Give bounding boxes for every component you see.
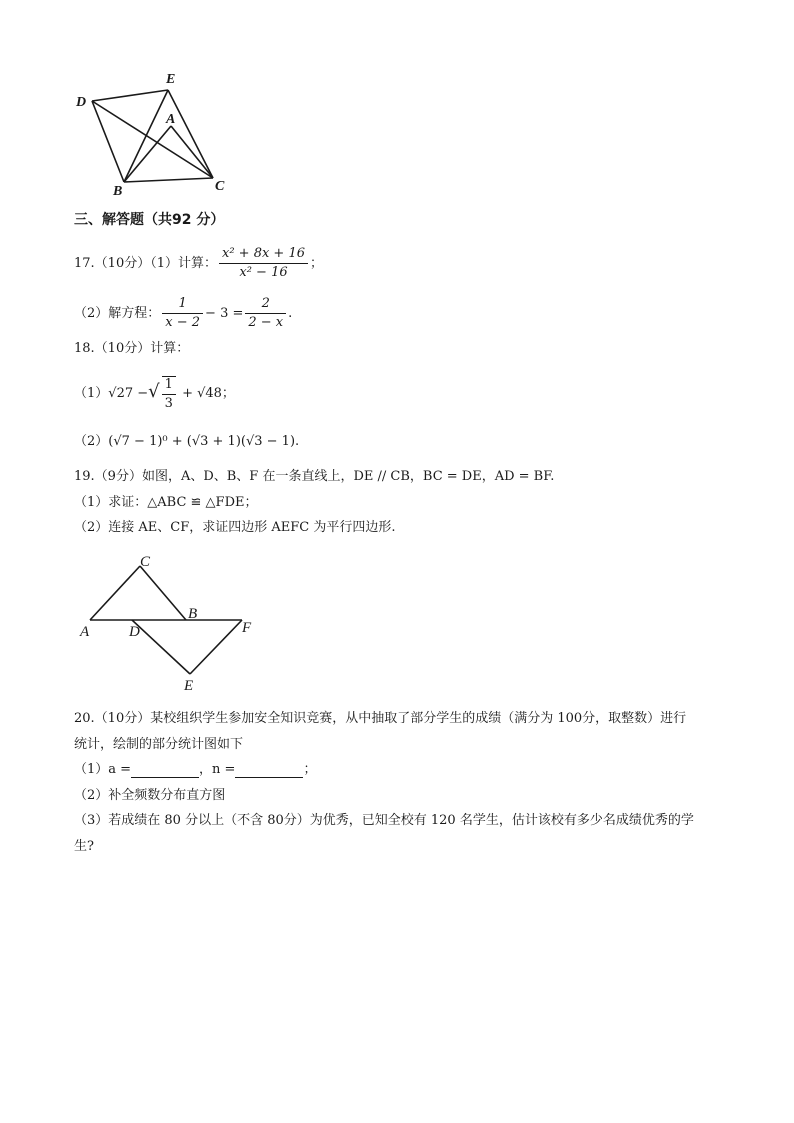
q18-part2-expr: (√7 − 1)⁰ + (√3 + 1)(√3 − 1).: [108, 434, 300, 449]
q19-line3: （2）连接 AE、CF，求证四边形 AEFC 为平行四边形.: [74, 520, 396, 535]
edge-de: [132, 620, 190, 674]
q17-part2-frac2-den: 2 − x: [248, 315, 284, 330]
q17-part2-frac1-den: x − 2: [165, 315, 201, 330]
label-b: B: [113, 184, 123, 198]
q20-a-label: （1）a =: [74, 762, 132, 777]
q18-part1-fraction: [162, 376, 176, 412]
q17-part2-end: .: [288, 306, 293, 321]
diag-be: [124, 90, 168, 182]
label-a: A: [166, 112, 176, 127]
figure-quadrilateral: [70, 66, 240, 198]
q20-line3-end: ；: [303, 762, 317, 777]
q18-part1-sqrt-num: 1: [162, 377, 176, 395]
q18-part1-a: √27: [108, 386, 134, 401]
figure-two-triangles: [72, 548, 272, 694]
q17-part2-frac2-num: 2: [245, 296, 286, 314]
q17-part1-end: ；: [310, 256, 324, 271]
q18-part2: [74, 430, 299, 454]
sqrt-icon: √: [148, 381, 160, 402]
label-c: C: [215, 179, 225, 194]
label-e: E: [166, 72, 176, 87]
q20-line3: [74, 762, 316, 778]
q20-line4: （2）补全频数分布直方图: [74, 788, 226, 803]
answer-blank-a[interactable]: [131, 765, 199, 778]
edge-ef: [190, 620, 242, 674]
q18-part1-sqrt-den: 3: [164, 395, 173, 411]
label-b: B: [188, 606, 198, 622]
label-d: D: [76, 95, 87, 110]
q19-line2: （1）求证：△ABC ≌ △FDE；: [74, 495, 258, 510]
q17-part1-fraction: [219, 246, 308, 281]
q20-line6: 生?: [74, 839, 94, 854]
edge-ac: [171, 126, 213, 178]
q18-part1-b: −: [137, 386, 149, 401]
q17-part1-label: （1）计算：: [150, 256, 217, 271]
section-heading: 三、解答题（共92 分）: [74, 212, 225, 228]
q18-part1: [74, 372, 235, 412]
q17-part1: [74, 244, 323, 284]
label-e: E: [184, 678, 194, 694]
q19-line1: 19.（9分）如图，A、D、B、F 在一条直线上，DE // CB，BC = DE，AD = BF.: [74, 469, 555, 484]
q17-part1-numerator: x² + 8x + 16: [219, 246, 308, 264]
edge-ac: [90, 566, 140, 620]
q17-part1-denominator: x² − 16: [239, 265, 288, 280]
q18-part1-c: + √48；: [182, 386, 235, 401]
q17-part2-mid: − 3 =: [205, 306, 244, 321]
q17-part2: [74, 294, 292, 334]
q17-part2-frac1-num: 1: [162, 296, 203, 314]
q17-number: 17.（10分）: [74, 256, 151, 271]
answer-blank-n[interactable]: [235, 765, 303, 778]
q18-part1-label: （1）: [74, 386, 109, 401]
label-c: C: [140, 554, 151, 570]
q18-part2-label: （2）: [74, 434, 109, 449]
edge-ec: [168, 90, 213, 178]
label-f: F: [242, 620, 252, 636]
edge-de: [92, 90, 168, 101]
q17-part2-fraction2: [245, 296, 286, 331]
q20-line1: 20.（10分）某校组织学生参加安全知识竞赛，从中抽取了部分学生的成绩（满分为 100分，取整数）进行: [74, 711, 687, 726]
q20-line2: 统计，绘制的部分统计图如下: [74, 737, 244, 752]
edge-cb: [140, 566, 186, 620]
q20-n-label: ，n =: [199, 762, 236, 777]
q20-line5: （3）若成绩在 80 分以上（不含 80分）为优秀，已知全校有 120 名学生，估计该校有多少名成绩优秀的学: [74, 813, 694, 828]
edge-bc: [124, 178, 213, 182]
q17-part2-fraction1: [162, 296, 203, 331]
diag-dc: [92, 101, 213, 178]
q18-header: 18.（10分）计算：: [74, 341, 190, 356]
q17-part2-label: （2）解方程：: [74, 306, 161, 321]
label-d: D: [129, 624, 140, 640]
label-a: A: [80, 624, 90, 640]
edge-db: [92, 101, 124, 182]
